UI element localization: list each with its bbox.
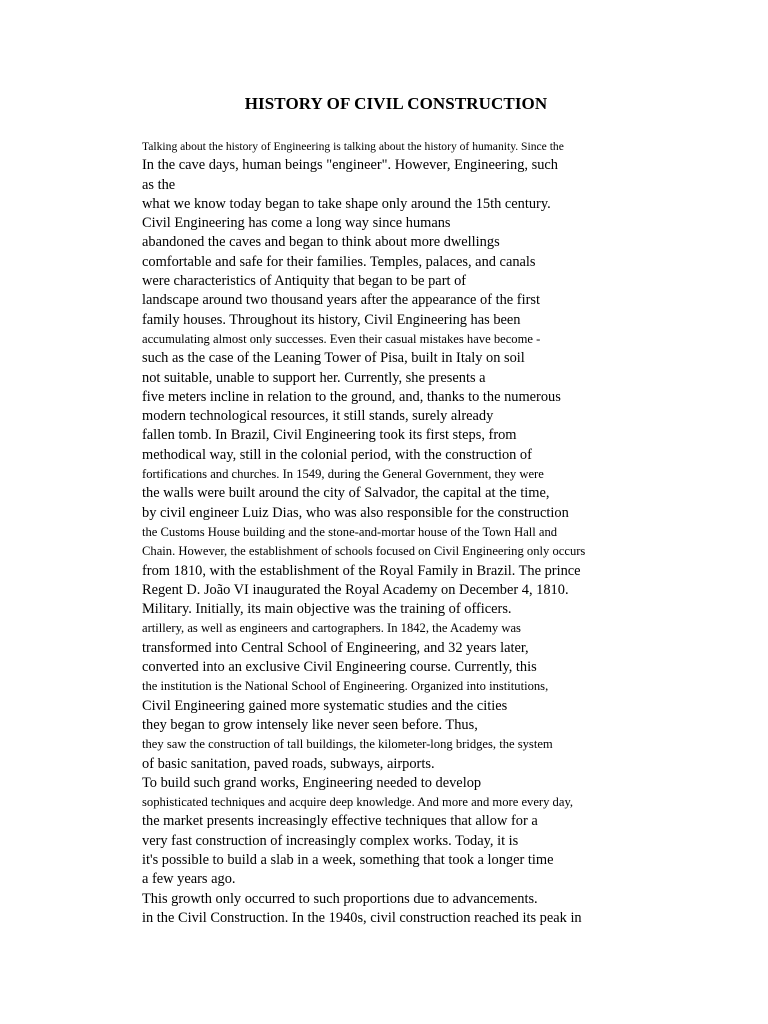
text-line: family houses. Throughout its history, Civil Engineering has been (142, 311, 521, 328)
text-line: they began to grow intensely like never seen before. Thus, (142, 716, 478, 733)
text-line: the Customs House building and the stone-and-mortar house of the Town Hall and (142, 524, 558, 539)
text-line: Chain. However, the establishment of schools focused on Civil Engineering only occurs (142, 544, 586, 559)
text-line: Civil Engineering has come a long way since humans (142, 215, 451, 232)
document-body (142, 137, 752, 928)
text-line: converted into an exclusive Civil Engineering course. Currently, this (142, 659, 537, 676)
text-line: by civil engineer Luiz Dias, who was also responsible for the construction (142, 504, 569, 521)
text-line: Civil Engineering gained more systematic studies and the cities (142, 697, 508, 714)
text-line: This growth only occurred to such proportions due to advancements. (142, 890, 538, 907)
text-line: they saw the construction of tall buildings, the kilometer-long bridges, the system (142, 737, 553, 752)
text-line: To build such grand works, Engineering needed to develop (142, 774, 482, 791)
text-line: what we know today began to take shape only around the 15th century. (142, 195, 551, 212)
text-line: the market presents increasingly effective techniques that allow for a (142, 813, 538, 830)
text-line: the walls were built around the city of Salvador, the capital at the time, (142, 485, 550, 502)
text-line: fallen tomb. In Brazil, Civil Engineering took its first steps, from (142, 427, 517, 444)
text-line: in the Civil Construction. In the 1940s, civil construction reached its peak in (142, 909, 582, 926)
text-line: transformed into Central School of Engineering, and 32 years later, (142, 639, 529, 656)
text-line: modern technological resources, it still stands, surely already (142, 408, 494, 425)
text-line: sophisticated techniques and acquire deep knowledge. And more and more every day, (142, 795, 574, 810)
text-line: from 1810, with the establishment of the Royal Family in Brazil. The prince (142, 562, 581, 579)
text-line: of basic sanitation, paved roads, subways, airports. (142, 755, 435, 772)
text-line: abandoned the caves and began to think about more dwellings (142, 234, 500, 251)
text-line: very fast construction of increasingly complex works. Today, it is (142, 832, 519, 849)
text-line: the institution is the National School of Engineering. Organized into institutions, (142, 679, 549, 694)
text-line: were characteristics of Antiquity that began to be part of (142, 273, 467, 290)
document-title: HISTORY OF CIVIL CONSTRUCTION (244, 94, 548, 113)
text-line: landscape around two thousand years after the appearance of the first (142, 292, 540, 309)
text-line: Talking about the history of Engineering is talking about the history of humanity. Since the (142, 140, 564, 153)
text-line: artillery, as well as engineers and cartographers. In 1842, the Academy was (142, 621, 521, 636)
text-line: five meters incline in relation to the ground, and, thanks to the numerous (142, 388, 561, 405)
text-line: fortifications and churches. In 1549, during the General Government, they were (142, 467, 544, 482)
text-line: accumulating almost only successes. Even their casual mistakes have become - (142, 331, 541, 346)
text-line: methodical way, still in the colonial period, with the construction of (142, 446, 532, 463)
text-line: as the (142, 176, 176, 193)
text-line: Regent D. João VI inaugurated the Royal Academy on December 4, 1810. (142, 581, 569, 598)
text-line: a few years ago. (142, 871, 236, 888)
text-line: such as the case of the Leaning Tower of Pisa, built in Italy on soil (142, 350, 525, 367)
text-line: Military. Initially, its main objective was the training of officers. (142, 601, 512, 618)
text-line: In the cave days, human beings "engineer". However, Engineering, such (142, 157, 558, 174)
text-line: comfortable and safe for their families. Temples, palaces, and canals (142, 253, 536, 270)
text-line: not suitable, unable to support her. Currently, she presents a (142, 369, 486, 386)
text-line: it's possible to build a slab in a week, something that took a longer time (142, 851, 554, 868)
